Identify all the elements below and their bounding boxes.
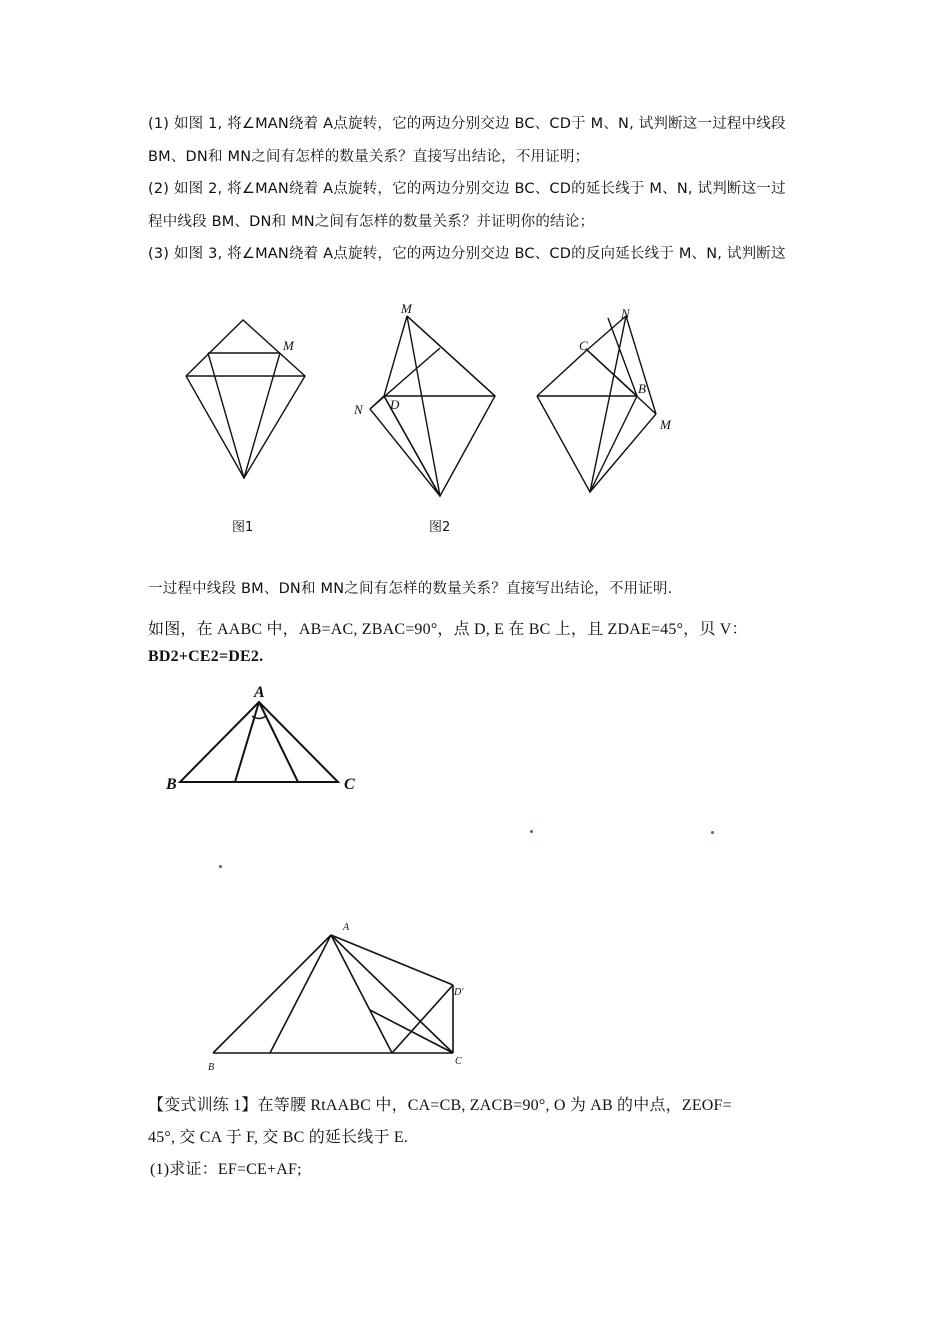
problem-part2-line1: (2) 如图 2, 将∠MAN绕着 A点旋转，它的两边分别交边 BC、CD的延长线于 M、N, 试判断这一过 <box>148 181 786 197</box>
problem-part1-line2: BM、DN和 MN之间有怎样的数量关系？直接写出结论，不用证明； <box>148 149 590 165</box>
exercise-statement-line2: 45°, 交 CA 于 F, 交 BC 的延长线于 E. <box>148 1129 409 1146</box>
fig4-label-c: C <box>344 776 355 793</box>
fig5-label-c: C <box>455 1056 462 1067</box>
exercise-question-1: (1)求证：EF=CE+AF; <box>150 1161 302 1178</box>
fig5-label-d: D' <box>454 987 464 998</box>
fig4-label-b: B <box>166 776 177 793</box>
exercise-statement-line1: 【变式训练 1】在等腰 RtAABC 中，CA=CB, ZACB=90°, O 为 AB 的中点，ZEOF= <box>148 1097 732 1114</box>
problem-part3-line2: 一过程中线段 BM、DN和 MN之间有怎样的数量关系？直接写出结论，不用证明. <box>148 581 673 597</box>
problem-part3-line1: (3) 如图 3, 将∠MAN绕着 A点旋转，它的两边分别交边 BC、CD的反向延长线于 M、N, 试判断这 <box>148 246 786 262</box>
example-conclusion: BD2+CE2=DE2. <box>148 648 264 665</box>
fig2-caption: 图2 <box>429 520 451 535</box>
problem-part1-line1: (1) 如图 1, 将∠MAN绕着 A点旋转，它的两边分别交边 BC、CD于 M、N, 试判断这一过程中线段 <box>148 116 786 132</box>
fig2-label-d: D <box>390 397 400 412</box>
fig3-label-c: C <box>579 338 588 353</box>
fig1-caption: 图1 <box>232 520 254 535</box>
fig4-label-a: A <box>254 684 265 701</box>
fig5-label-b: B <box>208 1062 215 1073</box>
example-statement: 如图，在 AABC 中，AB=AC, ZBAC=90°，点 D, E 在 BC 上，且 ZDAE=45°，贝 V： <box>148 621 748 638</box>
fig3-label-m: M <box>660 417 671 432</box>
problem-part2-line2: 程中线段 BM、DN和 MN之间有怎样的数量关系？并证明你的结论； <box>148 214 595 230</box>
fig3-label-n: N <box>621 306 630 321</box>
fig3-label-b: B <box>638 381 646 396</box>
fig1-label-m: M <box>283 338 294 353</box>
fig2-label-n: N <box>354 402 363 417</box>
fig2-label-m: M <box>401 301 412 316</box>
fig5-label-a: A <box>343 922 350 933</box>
